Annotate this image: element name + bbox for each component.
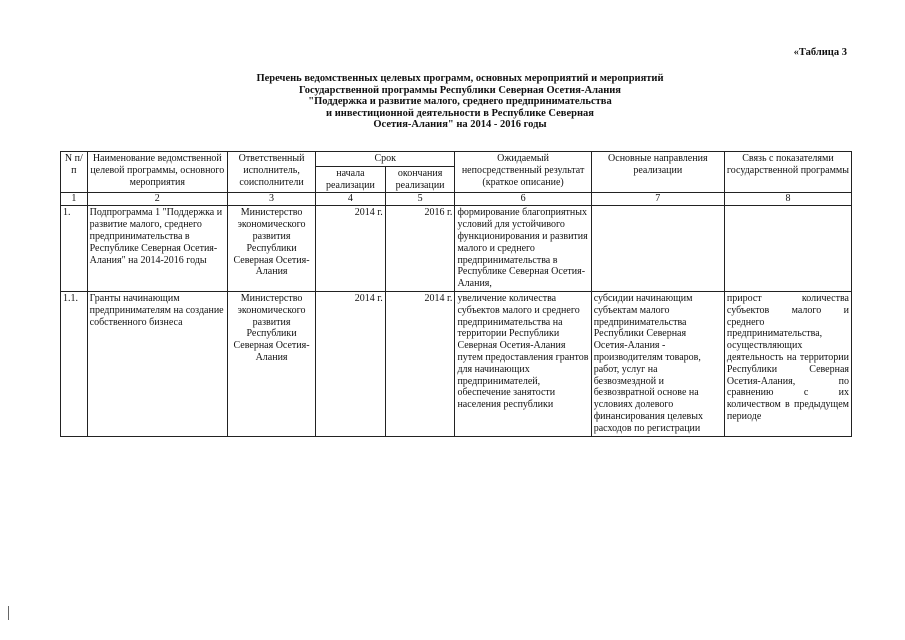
header-term: Срок [316,152,455,167]
row-directions [591,206,724,292]
header-name: Наименование ведомственной целевой программы, основного мероприятия [87,152,227,193]
row-end: 2016 г. [385,206,455,292]
column-number: 6 [455,193,591,206]
title-line: и инвестиционной деятельности в Республике Северная [326,107,594,119]
column-number: 2 [87,193,227,206]
header-link: Связь с показателями государственной программы [724,152,851,193]
row-end: 2014 г. [385,291,455,436]
title-line: "Поддержка и развитие малого, среднего предпринимательства [308,96,612,108]
header-responsible: Ответственный исполнитель, соисполнители [227,152,315,193]
header-result: Ожидаемый непосредственный результат (краткое описание) [455,152,591,193]
row-result: увеличение количества субъектов малого и среднего предпринимательства на территории Республики Северная Осетия-Алания путем предоставления грантов для начинающих предпринимателей, обеспечение занятости населения республики [455,291,591,436]
header-num: N п/п [61,152,88,193]
table-number-label: «Таблица 3 [793,47,847,58]
column-number: 7 [591,193,724,206]
row-num: 1.1. [61,291,88,436]
table-row [61,291,852,436]
row-result: формирование благоприятных условий для устойчивого функционирования и развития малого и среднего предпринимательства в Республике Северная Осетия-Алания, [455,206,591,292]
row-link [724,206,851,292]
row-responsible: Министерство экономического развития Республики Северная Осетия-Алания [227,206,315,292]
row-responsible: Министерство экономического развития Республики Северная Осетия-Алания [227,291,315,436]
header-row [61,152,852,167]
column-number: 5 [385,193,455,206]
row-directions: субсидии начинающим субъектам малого предпринимательства Республики Северная Осетия-Алания - производителям товаров, работ, услуг на безвозмездной и безвозвратной основе на условиях долевого финансирования целевых расходов по регистрации [591,291,724,436]
column-number: 1 [61,193,88,206]
document-title [180,73,740,131]
title-line: Перечень ведомственных целевых программ, основных мероприятий и мероприятий [256,73,664,84]
scan-margin-mark [8,606,9,620]
column-number-row [61,193,852,206]
title-line: Осетия-Алания" на 2014 - 2016 годы [373,119,547,131]
row-name: Подпрограмма 1 "Поддержка и развитие малого, среднего предпринимательства в Республике Северная Осетия-Алания" на 2014-2016 годы [87,206,227,292]
row-link: прирост количества субъектов малого и среднего предпринимательства, осуществляющих деятельность на территории Республики Северная Осетия-Алания, по сравнению с их количеством в предыдущем периоде [724,291,851,436]
row-start: 2014 г. [316,206,386,292]
row-start: 2014 г. [316,291,386,436]
row-name: Гранты начинающим предпринимателям на создание собственного бизнеса [87,291,227,436]
header-directions: Основные направления реализации [591,152,724,193]
header-end: окончания реализации [385,166,455,193]
title-line: Государственной программы Республики Северная Осетия-Алания [298,84,621,96]
row-num: 1. [61,206,88,292]
header-start: начала реализации [316,166,386,193]
column-number: 3 [227,193,315,206]
column-number: 8 [724,193,851,206]
column-number: 4 [316,193,386,206]
table-row [61,206,852,292]
programs-table [60,151,852,437]
